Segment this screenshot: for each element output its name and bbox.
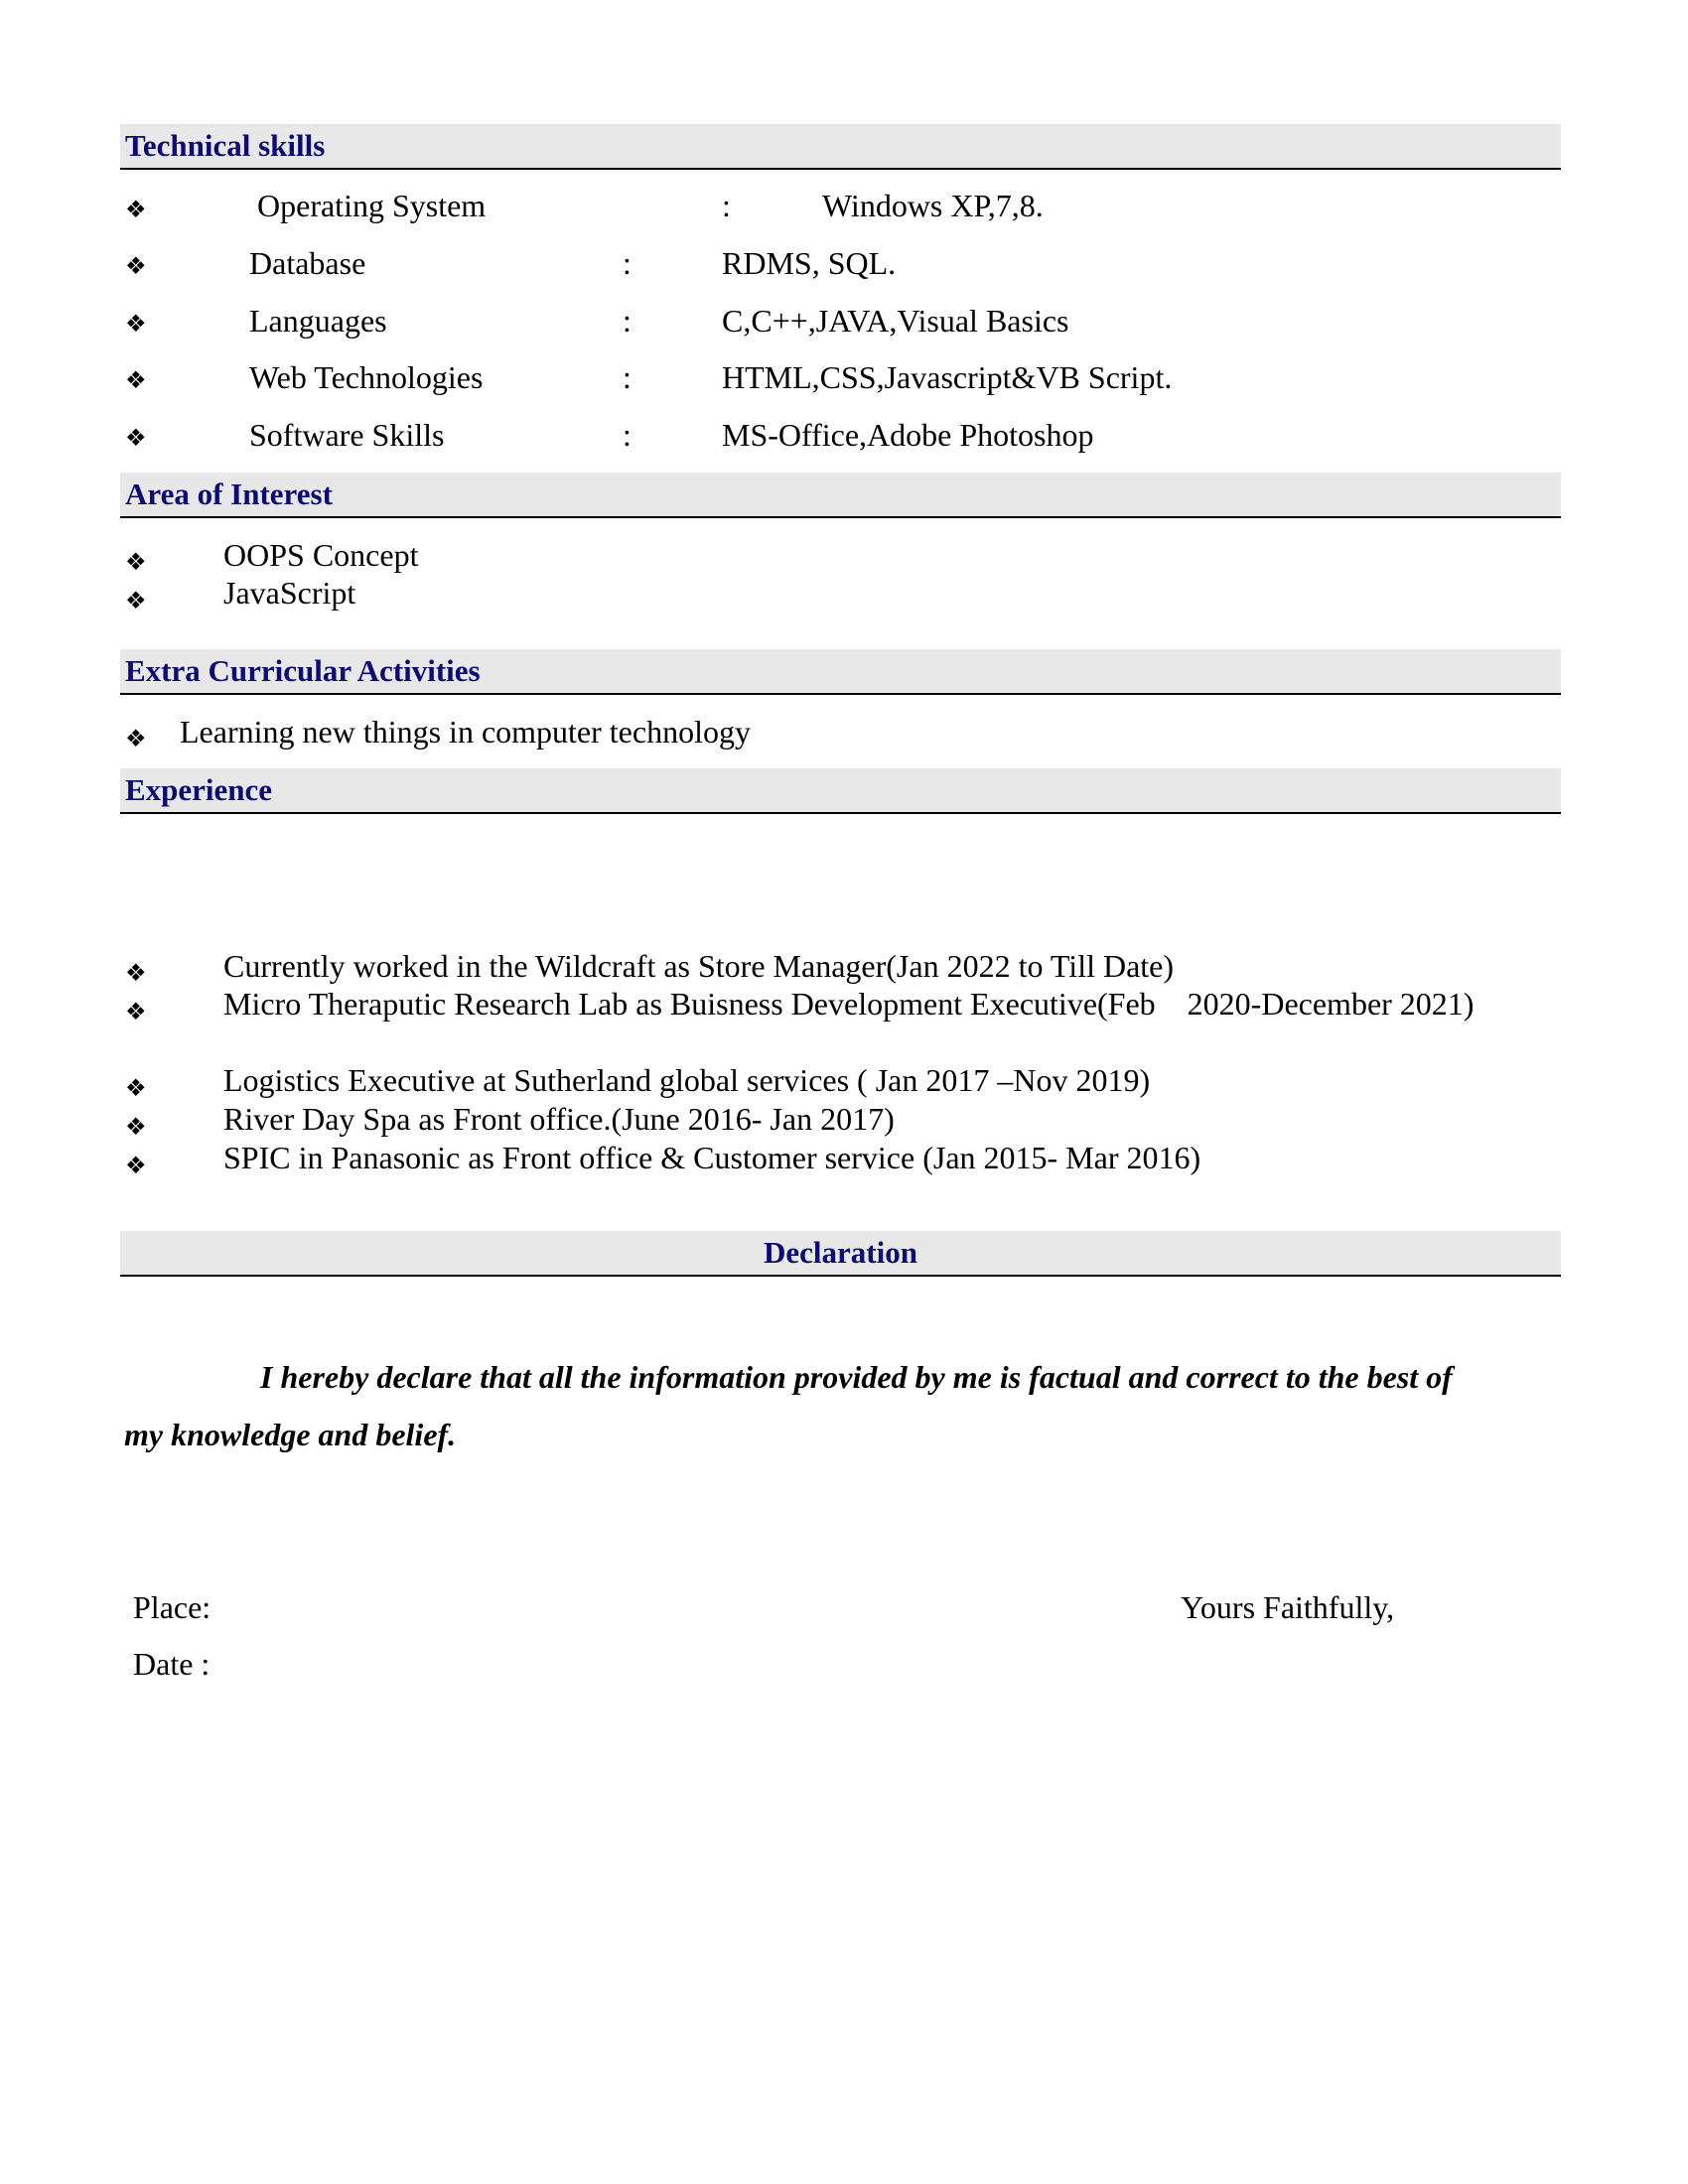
closing-text: Yours Faithfully, [1181, 1589, 1395, 1625]
bullet-icon: ❖ [125, 1115, 147, 1141]
skill-label: Software Skills [249, 417, 445, 453]
bullet-icon: ❖ [125, 254, 147, 280]
skill-label: Languages [249, 303, 387, 339]
date-label: Date : [133, 1646, 211, 1682]
section-header-experience [120, 768, 1561, 814]
section-header-area-of-interest [120, 473, 1561, 518]
bullet-icon: ❖ [125, 961, 147, 987]
bullet-icon: ❖ [125, 1154, 147, 1179]
bullet-icon: ❖ [125, 1000, 147, 1025]
section-title: Declaration [764, 1235, 917, 1270]
section-title: Area of Interest [125, 477, 333, 511]
skill-separator: : [623, 303, 632, 339]
section-title: Experience [125, 772, 273, 807]
skill-separator: : [623, 417, 632, 453]
interest-text: OOPS Concept [223, 537, 419, 573]
skill-label: Operating System [257, 188, 487, 223]
skill-value: Windows XP,7,8. [822, 188, 1044, 223]
skill-value: C,C++,JAVA,Visual Basics [722, 303, 1069, 339]
skill-value: MS-Office,Adobe Photoshop [722, 417, 1094, 453]
skill-separator: : [722, 188, 731, 223]
section-header-declaration [120, 1231, 1561, 1277]
skill-value: RDMS, SQL. [722, 245, 897, 281]
bullet-icon: ❖ [125, 368, 147, 394]
activity-text: Learning new things in computer technology [180, 714, 751, 750]
skill-value: HTML,CSS,Javascript&VB Script. [722, 359, 1173, 395]
skill-label: Database [249, 245, 366, 281]
bullet-icon: ❖ [125, 426, 147, 452]
declaration-line-2: my knowledge and belief. [124, 1417, 457, 1452]
skill-label: Web Technologies [249, 359, 484, 395]
experience-text: Logistics Executive at Sutherland global services ( Jan 2017 –Nov 2019) [223, 1062, 1151, 1098]
bullet-icon: ❖ [125, 1076, 147, 1102]
declaration-line-1: I hereby declare that all the information provided by me is factual and correct to the best of [260, 1359, 1453, 1395]
experience-text: Currently worked in the Wildcraft as Store Manager(Jan 2022 to Till Date) [223, 948, 1175, 984]
bullet-icon: ❖ [125, 312, 147, 338]
section-header-technical-skills [120, 124, 1561, 170]
bullet-icon: ❖ [125, 727, 147, 752]
bullet-icon: ❖ [125, 550, 147, 576]
bullet-icon: ❖ [125, 589, 147, 614]
place-label: Place: [133, 1589, 211, 1625]
section-title: Extra Curricular Activities [125, 653, 481, 688]
experience-text: SPIC in Panasonic as Front office & Customer service (Jan 2015- Mar 2016) [223, 1140, 1201, 1175]
experience-text: Micro Theraputic Research Lab as Buisness Development Executive(Feb 2020-December 2021) [223, 986, 1475, 1022]
section-header-extra-curricular [120, 649, 1561, 695]
skill-separator: : [623, 245, 632, 281]
skill-separator: : [623, 359, 632, 395]
interest-text: JavaScript [223, 575, 356, 611]
section-title: Technical skills [125, 128, 326, 163]
experience-text: River Day Spa as Front office.(June 2016- Jan 2017) [223, 1101, 895, 1137]
bullet-icon: ❖ [125, 198, 147, 223]
